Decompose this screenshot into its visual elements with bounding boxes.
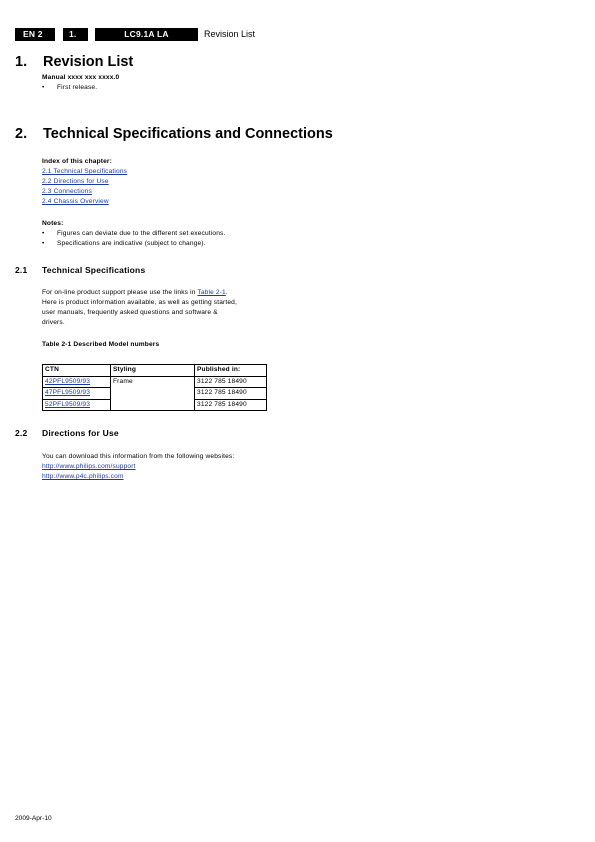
ctn-cell bbox=[43, 376, 111, 388]
ctn-cell bbox=[43, 399, 111, 411]
support-paragraph-line: drivers. bbox=[42, 319, 65, 326]
table-caption: Table 2-1 Described Model numbers bbox=[42, 341, 160, 348]
support-paragraph-line bbox=[42, 288, 228, 298]
index-link-directions-for-use[interactable]: 2.2 Directions for Use bbox=[42, 178, 109, 185]
index-link-technical-specifications[interactable]: 2.1 Technical Specifications bbox=[42, 168, 128, 175]
support-paragraph-line: Here is product information available, as well as getting started, bbox=[42, 299, 237, 306]
notes-heading: Notes: bbox=[42, 220, 64, 227]
bullet: • bbox=[42, 230, 45, 237]
section1-title: Revision List bbox=[43, 54, 134, 70]
header-title: Revision List bbox=[204, 29, 256, 39]
ctn-cell bbox=[43, 388, 111, 400]
section21-number: 2.1 bbox=[15, 265, 28, 275]
manual-number: Manual xxxx xxx xxxx.0 bbox=[42, 74, 120, 81]
index-heading: Index of this chapter: bbox=[42, 158, 112, 165]
section1-number: 1. bbox=[15, 54, 28, 70]
chapter-tag: 1. bbox=[63, 28, 88, 41]
support-paragraph-text: For on-line product support please use the links in bbox=[42, 289, 198, 296]
page-tag-en: EN 2 bbox=[15, 28, 55, 41]
footer-date: 2009-Apr-10 bbox=[15, 815, 52, 822]
table-header-row bbox=[43, 365, 267, 377]
table-2-1-link[interactable]: Table 2-1 bbox=[197, 289, 226, 296]
revision-item: First release. bbox=[57, 84, 98, 91]
support-paragraph-line: user manuals, frequently asked questions and software & bbox=[42, 309, 218, 316]
model-tag: LC9.1A LA bbox=[95, 28, 198, 41]
published-cell: 3122 785 18490 bbox=[195, 399, 267, 411]
column-header-published: Published in: bbox=[195, 365, 267, 377]
p4c-philips-link[interactable]: http://www.p4c.philips.com bbox=[42, 473, 124, 480]
philips-support-link[interactable]: http://www.philips.com/support bbox=[42, 463, 136, 470]
section21-title: Technical Specifications bbox=[42, 265, 146, 275]
index-link-connections[interactable]: 2.3 Connections bbox=[42, 188, 92, 195]
support-paragraph-period: . bbox=[225, 289, 228, 296]
section22-number: 2.2 bbox=[15, 428, 28, 438]
section22-title: Directions for Use bbox=[42, 428, 119, 438]
model-numbers-table bbox=[42, 364, 267, 411]
note-item: Figures can deviate due to the different set executions. bbox=[57, 230, 226, 237]
bullet: • bbox=[42, 84, 45, 91]
index-link-chassis-overview[interactable]: 2.4 Chassis Overview bbox=[42, 198, 109, 205]
section2-number: 2. bbox=[15, 126, 28, 142]
column-header-styling: Styling bbox=[111, 365, 195, 377]
published-cell: 3122 785 18490 bbox=[195, 376, 267, 388]
published-cell: 3122 785 18490 bbox=[195, 388, 267, 400]
ctn-link-52pfl9509[interactable]: 52PFL9509/93 bbox=[45, 400, 91, 408]
section2-title: Technical Specifications and Connections bbox=[43, 126, 333, 142]
ctn-link-42pfl9509[interactable]: 42PFL9509/93 bbox=[45, 377, 91, 385]
styling-cell: Frame bbox=[111, 376, 195, 411]
note-item: Specifications are indicative (subject to change). bbox=[57, 240, 206, 247]
bullet: • bbox=[42, 240, 45, 247]
ctn-link-47pfl9509[interactable]: 47PFL9509/93 bbox=[45, 389, 91, 396]
directions-intro: You can download this information from the following websites: bbox=[42, 453, 235, 460]
column-header-ctn: CTN bbox=[43, 365, 111, 377]
table-row bbox=[43, 376, 267, 388]
